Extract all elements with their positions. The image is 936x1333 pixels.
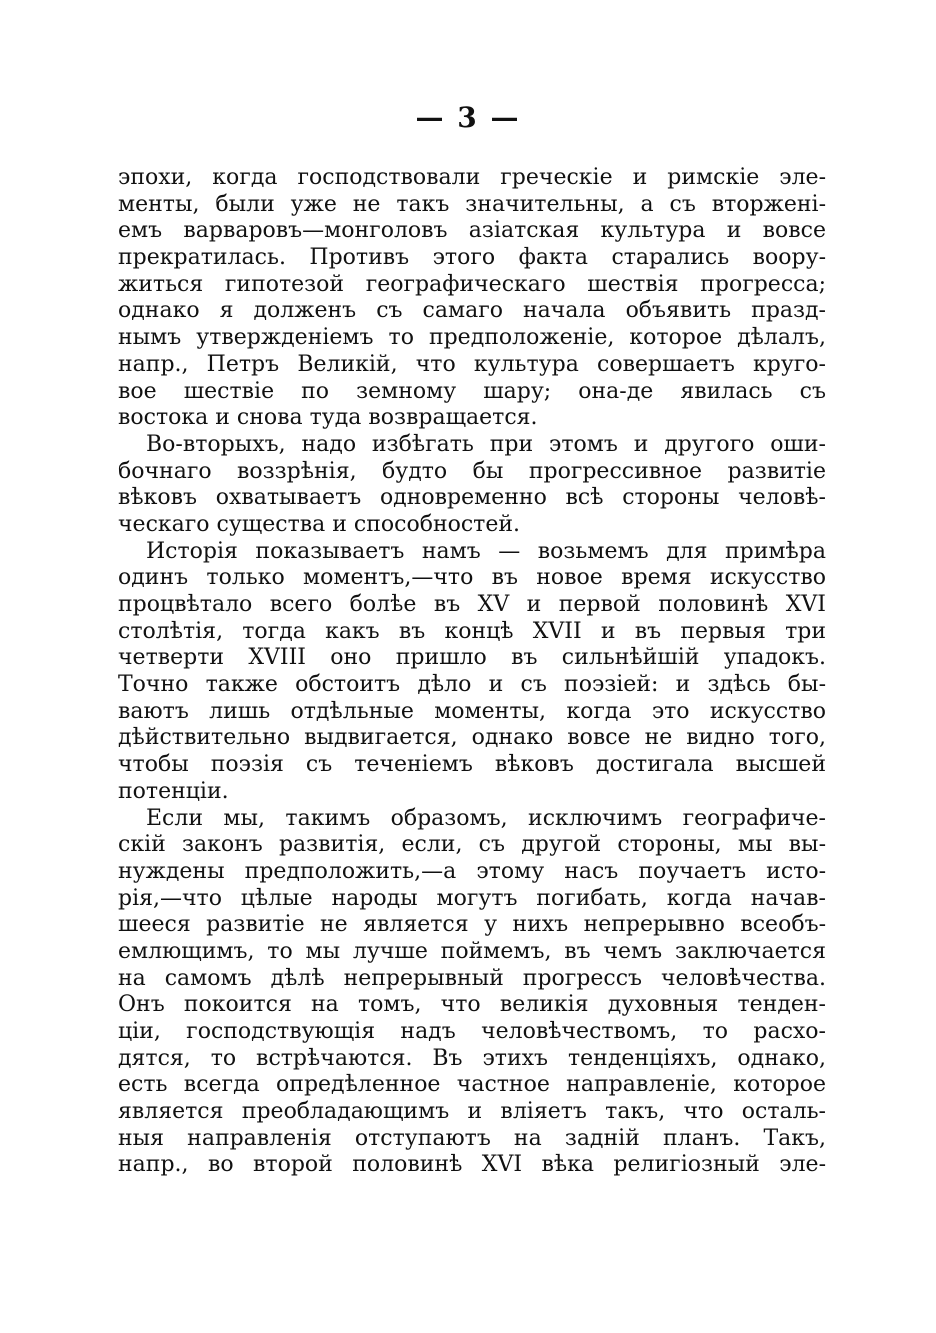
text-line: емъ варваровъ—монголовъ азіатская культура и вовсе <box>118 218 826 244</box>
page-number: — 3 — <box>415 101 521 134</box>
text-line: Исторія показываетъ намъ — возьмемъ для примѣра <box>146 538 826 564</box>
text-line: является преобладающимъ и вліяетъ такъ, что осталь- <box>118 1099 826 1125</box>
text-line: на самомъ дѣлѣ непрерывный прогрессъ человѣчества. <box>118 965 826 991</box>
text-line: вѣковъ охватываетъ одновременно всѣ стороны человѣ- <box>118 485 826 511</box>
text-line: житься гипотезой географическаго шествія прогресса; <box>118 271 826 297</box>
text-line: ціи, господствующія надъ человѣчествомъ, то расхо- <box>118 1019 826 1044</box>
text-line: процвѣтало всего болѣе въ XV и первой половинѣ XVI <box>118 592 826 617</box>
text-line: Точно также обстоитъ дѣло и съ поэзіей: и здѣсь бы- <box>118 672 826 698</box>
text-line: нымъ утвержденіемъ то предположеніе, которое дѣлалъ, <box>118 325 826 351</box>
text-line: четверти XVIII оно пришло въ сильнѣйшій упадокъ. <box>118 645 826 671</box>
text-line: ческаго существа и способностей. <box>118 511 521 537</box>
text-line: чтобы поэзія съ теченіемъ вѣковъ достигала высшей <box>118 752 826 778</box>
text-line: востока и снова туда возвращается. <box>118 405 538 431</box>
text-line: менты, были уже не такъ значительны, а съ вторжені- <box>118 191 826 217</box>
text-line: рія,—что цѣлые народы могутъ погибать, когда начав- <box>118 885 826 911</box>
text-line: вое шествіе по земному шару; она-де явилась съ <box>118 378 826 404</box>
text-line: шееся развитіе не является у нихъ непрерывно всеобъ- <box>118 912 826 938</box>
text-line: скій законъ развитія, если, съ другой стороны, мы вы- <box>118 832 826 858</box>
text-line: дѣйствительно выдвигается, однако вовсе не видно того, <box>118 725 826 751</box>
text-line: Онъ покоится на томъ, что великія духовныя тенден- <box>118 992 826 1018</box>
text-line: прекратилась. Противъ этого факта старались воору- <box>118 245 826 271</box>
text-line: напр., во второй половинѣ XVI вѣка религіозный эле- <box>118 1152 826 1178</box>
text-line: однако я долженъ съ самаго начала объявить празд- <box>118 298 826 324</box>
text-line: нуждены предположить,—а этому насъ поучаетъ исто- <box>118 858 826 884</box>
text-line: ныя направленія отступаютъ на задній планъ. Такъ, <box>118 1125 826 1151</box>
text-line: Во-вторыхъ, надо избѣгать при этомъ и другого оши- <box>146 431 826 457</box>
text-line: столѣтія, тогда какъ въ концѣ XVII и въ первыя три <box>118 618 826 644</box>
text-line: Если мы, такимъ образомъ, исключимъ географиче- <box>146 805 826 831</box>
text-line: бочнаго воззрѣнія, будто бы прогрессивное развитіе <box>118 458 826 484</box>
text-line: ваютъ лишь отдѣльные моменты, когда это искусство <box>118 698 826 724</box>
text-line: эпохи, когда господствовали греческіе и римскіе эле- <box>118 165 826 190</box>
text-line: одинъ только моментъ,—что въ новое время искусство <box>118 565 826 591</box>
text-line: напр., Петръ Великій, что культура совершаетъ круго- <box>118 351 826 377</box>
body-text <box>118 165 826 1179</box>
text-line: емлющимъ, то мы лучше поймемъ, въ чемъ заключается <box>118 938 826 964</box>
text-line: потенціи. <box>118 778 229 804</box>
text-line: дятся, то встрѣчаются. Въ этихъ тенденціяхъ, однако, <box>118 1045 826 1071</box>
text-line: есть всегда опредѣленное частное направленіе, которое <box>118 1072 826 1098</box>
